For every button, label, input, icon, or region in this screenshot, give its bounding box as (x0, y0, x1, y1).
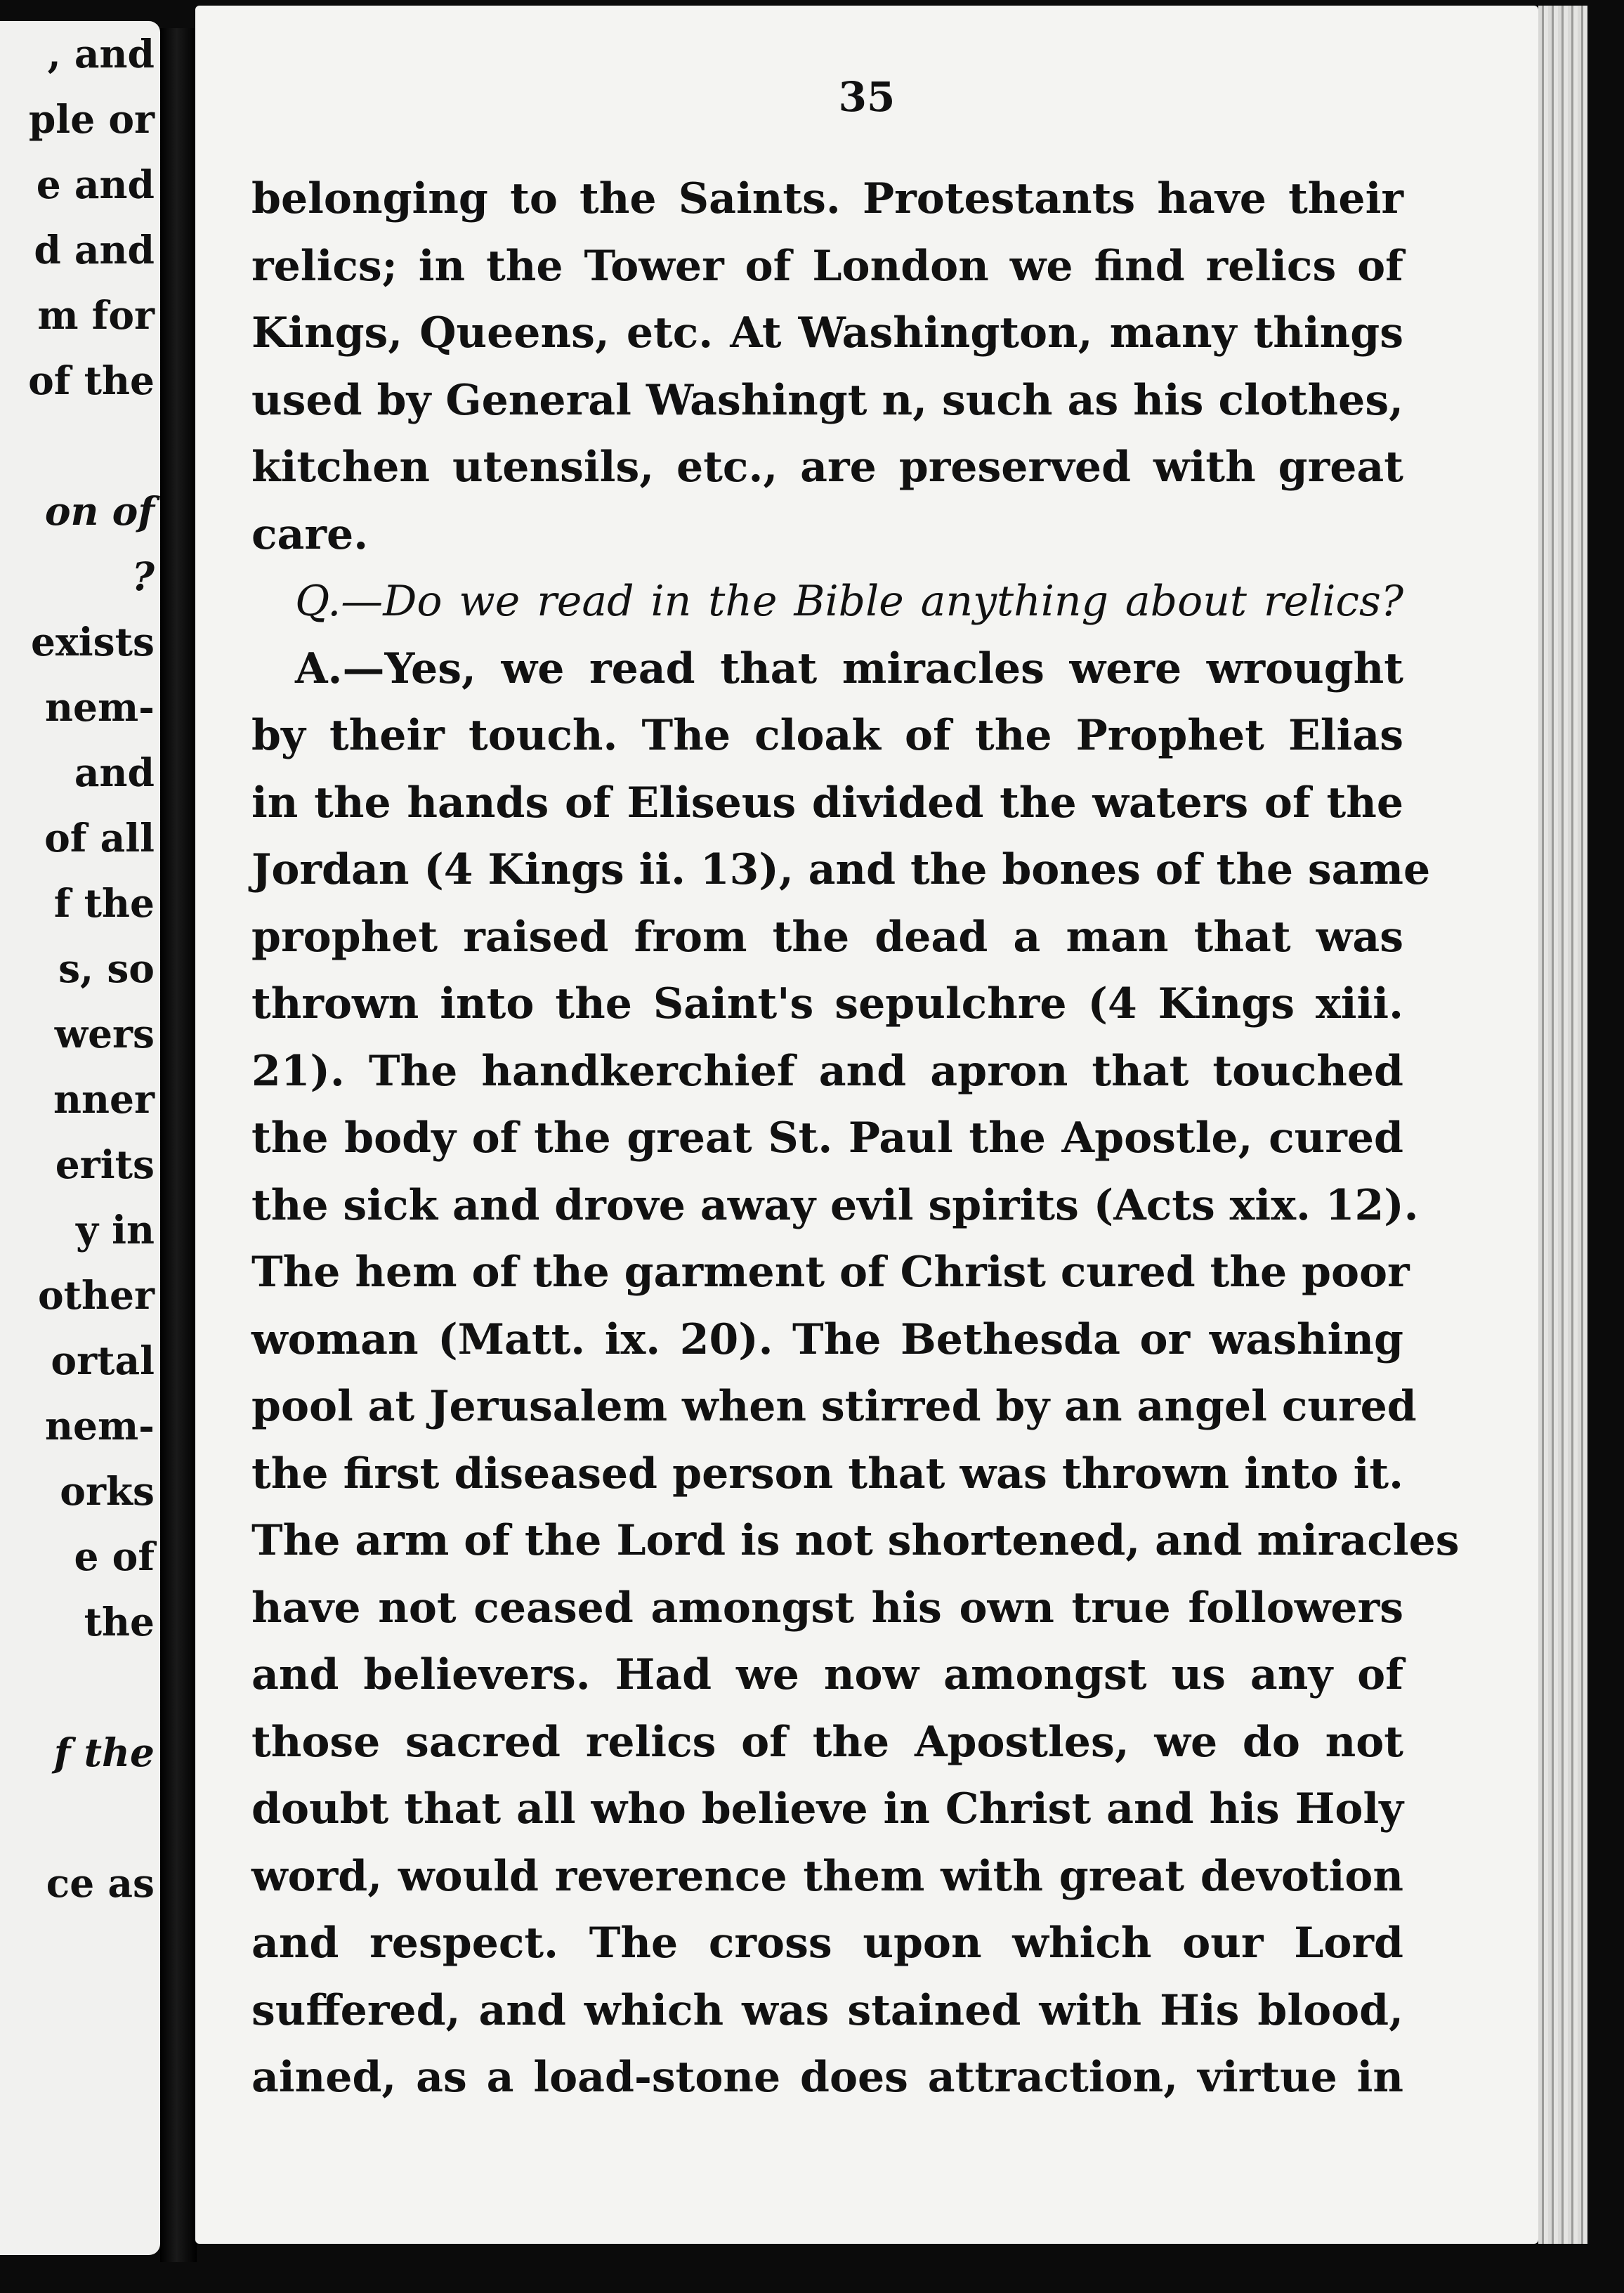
left-line: wers (54, 1011, 155, 1057)
text-line: pool at Jerusalem when stirred by an angel cured (251, 1382, 1417, 1431)
left-line: d and (34, 227, 155, 273)
body-text (251, 166, 1460, 2112)
text-line: used by General Washingt n, such as his clothes, (251, 375, 1403, 425)
text-line: Jordan (4 Kings ii. 13), and the bones of the same (251, 845, 1431, 894)
left-line: orks (60, 1468, 155, 1514)
text-line: suffered, and which was stained with His blood, (251, 1985, 1403, 2035)
left-line: ortal (51, 1338, 155, 1383)
left-line: m for (37, 292, 155, 338)
text-line: ained, as a load-stone does attraction, virtue in (251, 2053, 1403, 2102)
text-line: The hem of the garment of Christ cured the poor (251, 1248, 1410, 1297)
left-line: on of (44, 488, 155, 534)
text-line: by their touch. The cloak of the Prophet Elias (251, 711, 1403, 760)
left-line: e of (74, 1534, 155, 1579)
book-gutter (160, 28, 197, 2262)
text-line: Kings, Queens, etc. At Washington, many things (251, 308, 1403, 358)
left-line: other (37, 1272, 155, 1318)
left-line (0, 1654, 155, 1720)
left-line (0, 413, 155, 478)
text-line: word, would reverence them with great devotion (251, 1851, 1403, 1901)
text-line: relics; in the Tower of London we find relics of (251, 241, 1403, 291)
page-number: 35 (838, 73, 896, 121)
left-line: nem- (44, 684, 155, 730)
left-line: of all (44, 815, 155, 861)
left-page-text (0, 21, 155, 1916)
text-line: and respect. The cross upon which our Lord (251, 1919, 1403, 1968)
left-line: erits (55, 1142, 155, 1187)
text-line: doubt that all who believe in Christ and his Holy (251, 1784, 1403, 1834)
left-line: nem- (44, 1403, 155, 1449)
right-page (195, 6, 1538, 2244)
text-line: 21). The handkerchief and apron that touched (251, 1046, 1403, 1096)
text-line: care. (251, 509, 369, 559)
text-line: the first diseased person that was thrown into it. (251, 1449, 1403, 1498)
text-line: prophet raised from the dead a man that was (251, 912, 1403, 962)
text-line: The arm of the Lord is not shortened, and miracles (251, 1516, 1460, 1565)
left-line: ? (131, 554, 155, 599)
left-line: exists (30, 619, 155, 665)
left-line: e and (36, 162, 155, 207)
text-line: those sacred relics of the Apostles, we do not (251, 1717, 1403, 1767)
text-line: belonging to the Saints. Protestants have their (251, 174, 1403, 223)
left-line: the (84, 1599, 155, 1645)
answer-line: A.—Yes, we read that miracles were wrought (295, 644, 1403, 693)
left-line: ple or (28, 96, 155, 142)
text-line: the body of the great St. Paul the Apostle, cured (251, 1113, 1403, 1163)
left-line (0, 1785, 155, 1850)
left-line: nner (53, 1076, 155, 1122)
text-line: and believers. Had we now amongst us any of (251, 1650, 1403, 1699)
left-line: y in (76, 1207, 155, 1253)
text-line: the sick and drove away evil spirits (Acts xix. 12). (251, 1180, 1419, 1230)
text-line: have not ceased amongst his own true followers (251, 1583, 1403, 1633)
question-line: Q.—Do we read in the Bible anything about relics? (295, 577, 1403, 626)
page-edges (1538, 6, 1587, 2244)
text-line: kitchen utensils, etc., are preserved with great (251, 443, 1403, 492)
left-line: , and (47, 31, 155, 77)
left-line: s, so (58, 946, 155, 991)
left-line: ce as (46, 1860, 155, 1906)
text-line: woman (Matt. ix. 20). The Bethesda or washing (251, 1314, 1403, 1364)
text-line: in the hands of Eliseus divided the waters of the (251, 778, 1403, 828)
text-line: thrown into the Saint's sepulchre (4 Kings xiii. (251, 979, 1403, 1028)
left-line: and (74, 750, 155, 795)
left-page (0, 21, 160, 2255)
left-line: f the (53, 1730, 155, 1775)
left-line: of the (28, 358, 155, 403)
left-line: f the (53, 880, 155, 926)
